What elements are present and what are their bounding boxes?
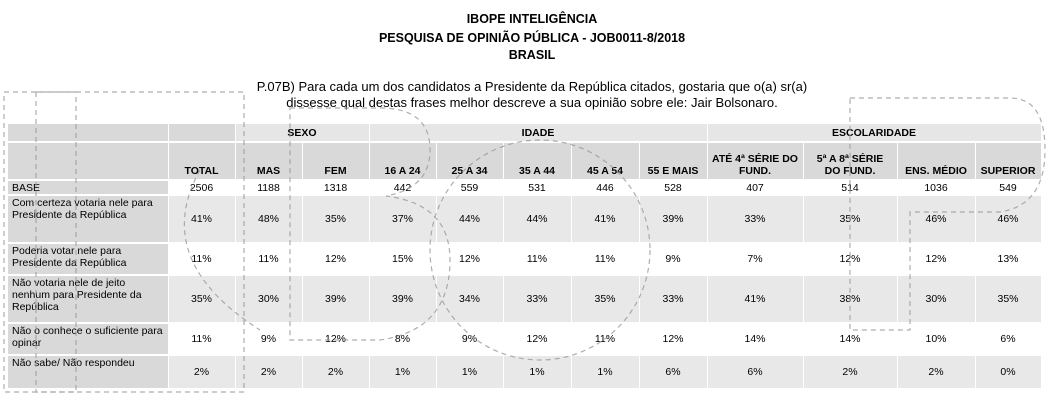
table-cell: 41% [168, 195, 235, 243]
col-header-fem: FEM [302, 142, 369, 180]
col-header-superior: SUPERIOR [975, 142, 1041, 180]
table-cell: 33% [707, 195, 803, 243]
table-cell: 33% [639, 275, 707, 323]
table-row-nao-sabe [8, 355, 1041, 389]
table-row-poderia-votar [8, 243, 1041, 275]
group-header-row [8, 124, 1041, 142]
header-corner [8, 124, 168, 142]
table-cell: 12% [639, 323, 707, 355]
table-cell: 6% [639, 355, 707, 389]
table-cell: 12% [302, 243, 369, 275]
table-cell: 1188 [235, 180, 302, 195]
table-cell: 34% [436, 275, 503, 323]
report-survey-title: PESQUISA DE OPINIÃO PÚBLICA - JOB0011-8/2018 [378, 31, 686, 45]
table-cell: 46% [897, 195, 975, 243]
table-cell: 2% [168, 355, 235, 389]
table-cell: 6% [975, 323, 1041, 355]
table-cell: 12% [897, 243, 975, 275]
table-cell: 35% [302, 195, 369, 243]
table-cell: 11% [168, 243, 235, 275]
table-cell: 39% [302, 275, 369, 323]
table-cell: 559 [436, 180, 503, 195]
table-cell: 1% [369, 355, 436, 389]
table-cell: 7% [707, 243, 803, 275]
table-row-base [8, 180, 1041, 195]
table-cell: 48% [235, 195, 302, 243]
table-cell: 11% [168, 323, 235, 355]
question-text-line1: P.07B) Para cada um dos candidatos a Presidente da República citados, gostaria que o(a) sr(a) [256, 79, 808, 94]
report-org-title: IBOPE INTELIGÊNCIA [466, 12, 598, 26]
group-sexo: SEXO [235, 124, 369, 142]
table-cell: 514 [803, 180, 897, 195]
table-cell: 37% [369, 195, 436, 243]
header-total-spacer [168, 124, 235, 142]
table-cell: 39% [369, 275, 436, 323]
table-cell: 44% [436, 195, 503, 243]
table-cell: 9% [436, 323, 503, 355]
col-header-55-mais: 55 E MAIS [639, 142, 707, 180]
table-cell: 11% [235, 243, 302, 275]
table-cell: 6% [707, 355, 803, 389]
table-cell: 41% [571, 195, 639, 243]
table-cell: 13% [975, 243, 1041, 275]
row-label: Não o conhece o suficiente para opinar [8, 323, 168, 355]
table-cell: 39% [639, 195, 707, 243]
col-header-total: TOTAL [168, 142, 235, 180]
table-cell: 35% [803, 195, 897, 243]
table-row-nao-conhece [8, 323, 1041, 355]
table-cell: 30% [897, 275, 975, 323]
table-cell: 14% [707, 323, 803, 355]
table-cell: 12% [803, 243, 897, 275]
col-header-35-44: 35 A 44 [503, 142, 571, 180]
col-header-25-34: 25 A 34 [436, 142, 503, 180]
table-cell: 12% [436, 243, 503, 275]
table-cell: 2% [302, 355, 369, 389]
question-text-line2: dissesse qual destas frases melhor descreve a sua opinião sobre ele: Jair Bolsonaro. [286, 95, 778, 110]
table-cell: 9% [639, 243, 707, 275]
table-cell: 10% [897, 323, 975, 355]
table-cell: 41% [707, 275, 803, 323]
group-idade: IDADE [369, 124, 707, 142]
results-table [8, 124, 1042, 390]
group-escolaridade: ESCOLARIDADE [707, 124, 1041, 142]
table-cell: 35% [168, 275, 235, 323]
row-label: BASE [8, 180, 168, 195]
row-label: Não sabe/ Não respondeu [8, 355, 168, 389]
table-cell: 2% [897, 355, 975, 389]
table-cell: 11% [503, 243, 571, 275]
table-cell: 1% [436, 355, 503, 389]
table-cell: 1% [571, 355, 639, 389]
col-header-mas: MAS [235, 142, 302, 180]
table-cell: 442 [369, 180, 436, 195]
table-cell: 1036 [897, 180, 975, 195]
row-label: Com certeza votaria nele para Presidente da República [8, 195, 168, 243]
table-cell: 11% [571, 243, 639, 275]
col-header-5-8-serie: 5ª A 8ª SÉRIE DO FUND. [803, 142, 897, 180]
table-cell: 2% [803, 355, 897, 389]
table-cell: 9% [235, 323, 302, 355]
table-cell: 11% [571, 323, 639, 355]
table-row-nao-votaria [8, 275, 1041, 323]
col-header-16-24: 16 A 24 [369, 142, 436, 180]
table-cell: 531 [503, 180, 571, 195]
table-cell: 30% [235, 275, 302, 323]
table-cell: 446 [571, 180, 639, 195]
table-cell: 35% [975, 275, 1041, 323]
table-cell: 38% [803, 275, 897, 323]
table-cell: 8% [369, 323, 436, 355]
table-cell: 1% [503, 355, 571, 389]
table-cell: 2506 [168, 180, 235, 195]
col-header-45-54: 45 A 54 [571, 142, 639, 180]
table-row-com-certeza [8, 195, 1041, 243]
table-cell: 14% [803, 323, 897, 355]
row-label: Não votaria nele de jeito nenhum para Presidente da República [8, 275, 168, 323]
header-label-spacer [8, 142, 168, 180]
table-cell: 35% [571, 275, 639, 323]
table-cell: 1318 [302, 180, 369, 195]
report-region-title: BRASIL [508, 48, 556, 62]
table-cell: 15% [369, 243, 436, 275]
table-cell: 12% [302, 323, 369, 355]
table-cell: 12% [503, 323, 571, 355]
table-cell: 0% [975, 355, 1041, 389]
table-cell: 549 [975, 180, 1041, 195]
table-cell: 2% [235, 355, 302, 389]
table-cell: 44% [503, 195, 571, 243]
table-cell: 33% [503, 275, 571, 323]
col-header-ate-4-serie: ATÉ 4ª SÉRIE DO FUND. [707, 142, 803, 180]
col-header-ens-medio: ENS. MÉDIO [897, 142, 975, 180]
table-cell: 528 [639, 180, 707, 195]
table-cell: 46% [975, 195, 1041, 243]
column-header-row [8, 142, 1041, 180]
table-cell: 407 [707, 180, 803, 195]
row-label: Poderia votar nele para Presidente da República [8, 243, 168, 275]
